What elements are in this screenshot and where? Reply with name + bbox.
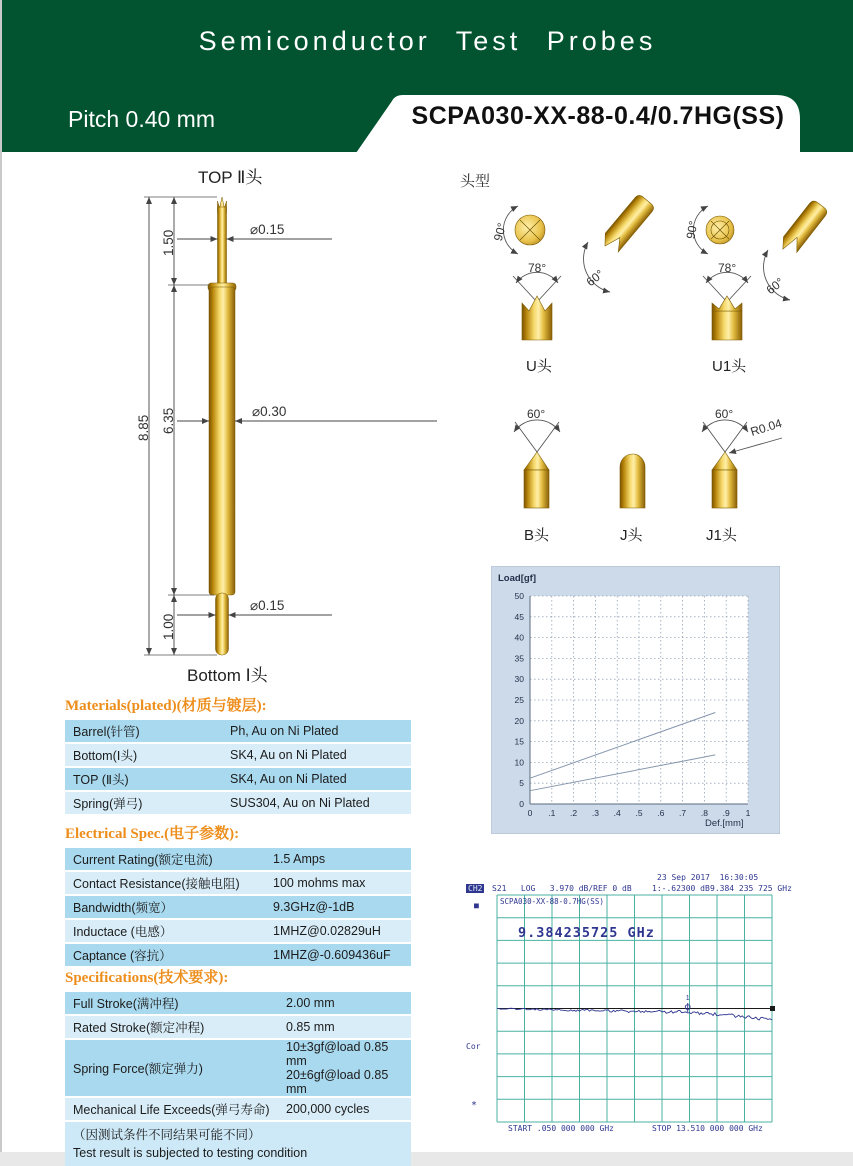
dim-barrel-length: 6.35	[161, 407, 176, 434]
row-label: Current Rating(额定电流)	[73, 853, 213, 867]
chart-y-axis-title: Load[gf]	[498, 573, 536, 584]
vna-cor-label: Cor	[466, 1042, 481, 1051]
row-value: 200,000 cycles	[286, 1102, 370, 1116]
head-shapes	[515, 193, 829, 508]
x-tick-label: .8	[700, 808, 708, 818]
u-head-top-view	[515, 215, 545, 245]
y-tick-label: 5	[519, 778, 524, 789]
electrical-heading: Electrical Spec.(电子参数):	[65, 826, 240, 842]
page-title: Semiconductor Test Probes	[198, 26, 657, 56]
bottom-plunger	[216, 593, 229, 655]
j1-radius: R0.04	[748, 416, 784, 439]
u1-angle-top: 90°	[683, 219, 701, 241]
j1-head	[712, 452, 737, 508]
row-label: Spring Force(额定弹力)	[73, 1062, 203, 1076]
vna-marker-readout: 1:-.62300 dB	[652, 884, 710, 893]
x-tick-label: .5	[635, 808, 643, 818]
barrel	[209, 287, 235, 595]
probe-top-label: TOP Ⅱ头	[198, 168, 263, 187]
top-plunger	[218, 207, 227, 285]
specifications-section	[65, 966, 411, 1166]
specifications-row	[65, 1040, 411, 1096]
dim-bottom-plunger: 1.00	[161, 613, 176, 640]
network-analyzer-plot	[464, 868, 853, 1130]
row-value: Ph, Au on Ni Plated	[230, 724, 339, 738]
spring-force-chart	[491, 566, 780, 834]
u1-head-front-view	[712, 296, 742, 340]
probe-drawing	[132, 163, 452, 693]
y-tick-label: 45	[514, 611, 524, 622]
row-value: 100 mohms max	[273, 876, 366, 890]
x-tick-label: .7	[679, 808, 687, 818]
y-tick-label: 50	[514, 591, 524, 601]
probe-bottom-label: Bottom Ⅰ头	[187, 666, 268, 685]
materials-row	[65, 792, 411, 814]
specifications-table	[65, 992, 411, 1120]
specifications-row	[65, 1098, 411, 1120]
y-tick-label: 20	[514, 715, 524, 726]
materials-row	[65, 744, 411, 766]
y-tick-label: 35	[514, 653, 524, 664]
dim-top-plunger: 1.50	[161, 229, 176, 256]
u-angle-front: 78°	[528, 261, 547, 275]
row-value: 1MHZ@0.02829uH	[273, 924, 381, 938]
row-label: Inductace (电感）	[73, 925, 173, 939]
row-value: 1.5 Amps	[273, 852, 326, 866]
vna-start-label: START .050 000 000 GHz	[508, 1124, 614, 1133]
electrical-section	[65, 822, 411, 968]
specifications-row	[65, 1016, 411, 1038]
materials-heading: Materials(plated)(材质与镀层):	[65, 698, 267, 714]
y-tick-label: 10	[514, 757, 524, 768]
head-labels	[524, 358, 747, 544]
row-value: SK4, Au on Ni Plated	[230, 772, 347, 786]
materials-section	[65, 694, 411, 816]
row-label: Barrel(针管)	[73, 725, 140, 739]
row-label: Contact Resistance(接触电阻)	[73, 877, 240, 891]
note-english: Test result is subjected to testing condition	[73, 1146, 308, 1161]
u-head-side-view	[599, 193, 656, 255]
probe-body	[208, 197, 236, 655]
u-angle-side: 60°	[583, 266, 607, 290]
row-value: 2.00 mm	[286, 996, 335, 1010]
u1-angle-front: 78°	[718, 261, 737, 275]
row-label: Bandwidth(频宽）	[73, 901, 174, 915]
electrical-table	[65, 848, 411, 966]
b-head	[524, 452, 549, 508]
row-value: 1MHZ@-0.609436uF	[273, 948, 391, 962]
row-label: Bottom(Ⅰ头)	[73, 749, 138, 763]
j1-head-label: J1头	[706, 527, 737, 544]
j-head-label: J头	[620, 527, 643, 544]
head-types-heading: 头型	[460, 173, 491, 190]
j-head	[620, 454, 645, 508]
x-tick-label: 1	[745, 808, 751, 818]
u1-head-side-view	[777, 199, 828, 257]
dimension-lines	[149, 197, 437, 655]
row-label: Full Stroke(满冲程)	[73, 997, 179, 1011]
vna-bullet-icon: ■	[474, 901, 479, 910]
marker-number: 1	[685, 995, 690, 1003]
dim-barrel-dia: ⌀0.30	[252, 404, 287, 419]
row-value: SUS304, Au on Ni Plated	[230, 796, 370, 810]
x-tick-label: .4	[613, 808, 621, 818]
electrical-row	[65, 872, 411, 894]
vna-channel-badge: CH2	[468, 884, 483, 893]
electrical-row	[65, 896, 411, 918]
specifications-heading: Specifications(技术要求):	[65, 970, 229, 986]
row-value: 9.3GHz@-1dB	[273, 900, 355, 914]
electrical-row	[65, 848, 411, 870]
y-tick-label: 25	[514, 695, 524, 705]
test-condition-note	[65, 1122, 411, 1166]
u-head-front-view	[522, 296, 552, 340]
row-label: Captance (容抗）	[73, 949, 172, 963]
x-tick-label: .6	[657, 808, 665, 818]
x-tick-label: .1	[548, 808, 556, 818]
head-types-diagram	[452, 170, 852, 560]
dim-total-length: 8.85	[136, 414, 151, 441]
vna-datetime: 23 Sep 2017 16:30:05	[657, 873, 759, 882]
row-label: Spring(弹弓)	[73, 797, 143, 811]
u1-head-top-view	[706, 216, 734, 244]
u1-angle-side: 60°	[763, 274, 787, 298]
y-tick-label: 30	[514, 674, 524, 685]
vna-star-icon: *	[471, 1100, 478, 1111]
dim-top-tip-dia: ⌀0.15	[250, 222, 285, 237]
y-tick-label: 40	[514, 632, 524, 643]
vna-device-label: SCPA030-XX-88-0.7HG(SS)	[500, 897, 604, 906]
b-angle: 60°	[527, 407, 546, 421]
materials-row	[65, 768, 411, 790]
row-value: 0.85 mm	[286, 1020, 335, 1034]
x-tick-label: .3	[591, 808, 599, 818]
materials-table	[65, 720, 411, 814]
extension-lines	[144, 197, 217, 655]
pitch-label: Pitch 0.40 mm	[68, 106, 215, 132]
note-chinese: （因测试条件不同结果可能不同）	[73, 1128, 261, 1142]
materials-row	[65, 720, 411, 742]
y-tick-label: 0	[519, 799, 524, 809]
electrical-row	[65, 920, 411, 942]
chart-x-axis-title: Def.[mm]	[705, 818, 744, 829]
row-value: SK4, Au on Ni Plated	[230, 748, 347, 762]
j1-angle: 60°	[715, 407, 734, 421]
vna-trace-info: S21 LOG 3.970 dB/REF 0 dB	[492, 884, 632, 893]
vna-marker-frequency: 9.384 235 725 GHz	[710, 884, 792, 893]
b-head-label: B头	[524, 527, 550, 544]
row-label: Mechanical Life Exceeds(弹弓寿命)	[73, 1103, 270, 1117]
y-tick-label: 15	[514, 736, 524, 747]
row-label: Rated Stroke(额定冲程)	[73, 1021, 205, 1035]
x-tick-label: .9	[722, 808, 730, 818]
specifications-row	[65, 992, 411, 1014]
x-tick-label: .2	[570, 808, 578, 818]
row-value: 10±3gf@load 0.85 mm 20±6gf@load 0.85 mm	[286, 1040, 389, 1096]
x-tick-label: 0	[527, 808, 533, 818]
row-label: TOP (Ⅱ头)	[73, 773, 129, 787]
u-head-label: U头	[526, 358, 552, 375]
vna-bandwidth-readout: 9.384235725 GHz	[518, 925, 655, 941]
u1-head-label: U1头	[712, 358, 747, 375]
u-angle-top: 90°	[490, 221, 510, 243]
part-number: SCPA030-XX-88-0.4/0.7HG(SS)	[411, 102, 785, 130]
dim-bottom-tip-dia: ⌀0.15	[250, 598, 285, 613]
vna-stop-label: STOP 13.510 000 000 GHz	[652, 1124, 763, 1133]
electrical-row	[65, 944, 411, 966]
